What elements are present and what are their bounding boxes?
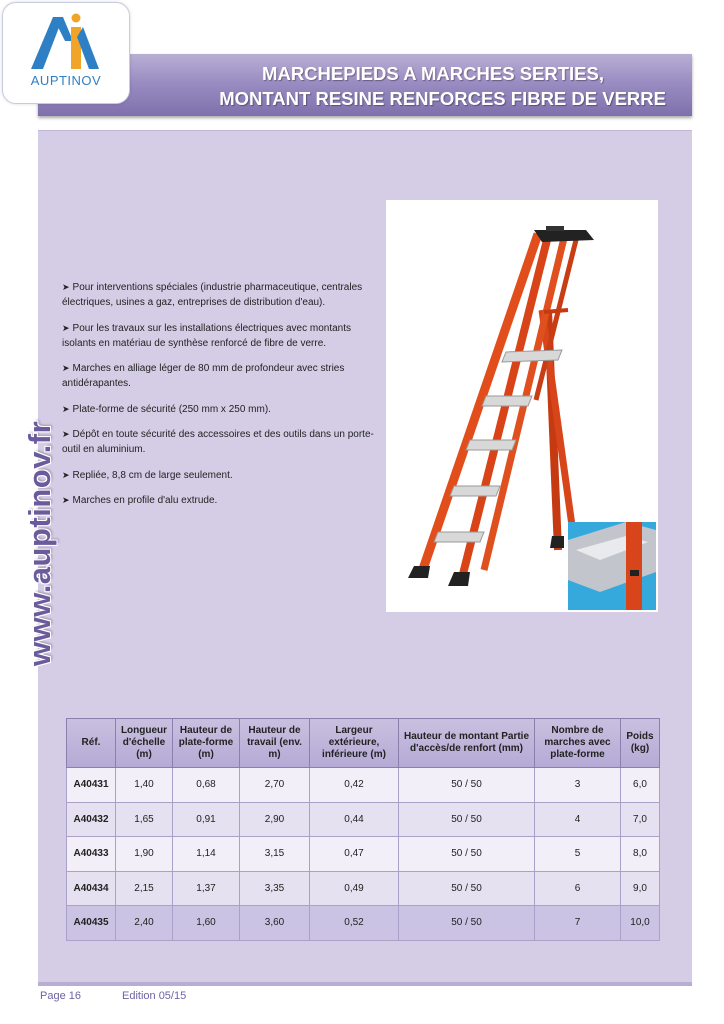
- table-cell: 6: [535, 872, 621, 907]
- table-cell: 4: [535, 803, 621, 838]
- table-header-row: [66, 718, 660, 768]
- column-header: Hauteur de travail (env. m): [240, 718, 310, 768]
- panel-bottom-border: [38, 982, 692, 986]
- table-cell: 3: [535, 768, 621, 803]
- table-row: [66, 768, 660, 803]
- website-vertical-text: www.auptinov.fr: [22, 420, 57, 666]
- title-line-2: MONTANT RESINE RENFORCES FIBRE DE VERRE: [219, 88, 666, 109]
- table-cell: 2,70: [240, 768, 310, 803]
- column-header: Poids (kg): [621, 718, 660, 768]
- arrow-bullet-icon: ➤: [62, 429, 70, 439]
- table-cell: 7,0: [621, 803, 660, 838]
- arrow-bullet-icon: ➤: [62, 469, 70, 480]
- table-cell: 8,0: [621, 837, 660, 872]
- table-cell: 7: [535, 906, 621, 941]
- table-cell: 0,91: [173, 803, 240, 838]
- specifications-table: [66, 718, 660, 941]
- feature-item: ➤ Plate-forme de sécurité (250 mm x 250 mm).: [62, 403, 271, 415]
- column-header: Largeur extérieure, inférieure (m): [310, 718, 399, 768]
- arrow-bullet-icon: ➤: [62, 282, 70, 292]
- table-cell: 6,0: [621, 768, 660, 803]
- arrow-bullet-icon: ➤: [62, 363, 70, 373]
- feature-list: [62, 280, 380, 519]
- table-cell: 1,40: [116, 768, 173, 803]
- table-cell: 5: [535, 837, 621, 872]
- table-cell: 9,0: [621, 872, 660, 907]
- table-cell: 2,15: [116, 872, 173, 907]
- product-photo: [386, 200, 658, 612]
- title-line-1: MARCHEPIEDS A MARCHES SERTIES,: [262, 63, 604, 84]
- auptinov-logo-icon: [23, 13, 109, 73]
- feature-item: ➤ Marches en profile d'alu extrude.: [62, 495, 218, 506]
- table-cell: 1,65: [116, 803, 173, 838]
- table-cell: 1,14: [173, 837, 240, 872]
- table-cell: 0,49: [310, 872, 399, 907]
- table-cell: 0,42: [310, 768, 399, 803]
- ref-cell: A40431: [66, 768, 116, 803]
- table-row: [66, 837, 660, 872]
- feature-item: ➤ Dépôt en toute sécurité des accessoires et des outils dans un porte-outil en aluminium.: [62, 429, 374, 455]
- ref-cell: A40435: [66, 906, 116, 941]
- table-cell: 50 / 50: [399, 837, 535, 872]
- table-cell: 3,15: [240, 837, 310, 872]
- table-cell: 10,0: [621, 906, 660, 941]
- table-cell: 0,68: [173, 768, 240, 803]
- table-cell: 3,60: [240, 906, 310, 941]
- stepladder-illustration: [386, 200, 658, 612]
- table-row: [66, 872, 660, 907]
- arrow-bullet-icon: ➤: [62, 403, 70, 414]
- column-header: Réf.: [66, 718, 116, 768]
- arrow-bullet-icon: ➤: [62, 495, 70, 505]
- column-header: Hauteur de plate-forme (m): [173, 718, 240, 768]
- table-cell: 1,60: [173, 906, 240, 941]
- table-cell: 1,90: [116, 837, 173, 872]
- ref-cell: A40433: [66, 837, 116, 872]
- table-cell: 50 / 50: [399, 768, 535, 803]
- table-row: [66, 803, 660, 838]
- table-cell: 2,90: [240, 803, 310, 838]
- feature-item: ➤ Pour les travaux sur les installations électriques avec montants isolants en matériau de synthèse renforcé de fibre de verre.: [62, 322, 352, 349]
- feature-item: ➤ Pour interventions spéciales (industrie pharmaceutique, centrales électriques, usines a gaz, entreprises de distribution d'eau).: [62, 282, 363, 308]
- feature-item: ➤ Repliée, 8,8 cm de large seulement.: [62, 469, 233, 481]
- ref-cell: A40432: [66, 803, 116, 838]
- arrow-bullet-icon: ➤: [62, 322, 70, 333]
- edition-label: Edition 05/15: [122, 990, 187, 1002]
- table-cell: 2,40: [116, 906, 173, 941]
- logo-text: AUPTINOV: [30, 73, 102, 88]
- column-header: Nombre de marches avec plate-forme: [535, 718, 621, 768]
- table-cell: 50 / 50: [399, 872, 535, 907]
- table-cell: 3,35: [240, 872, 310, 907]
- ref-cell: A40434: [66, 872, 116, 907]
- table-cell: 0,52: [310, 906, 399, 941]
- table-cell: 1,37: [173, 872, 240, 907]
- column-header: Hauteur de montant Partie d'accès/de renfort (mm): [399, 718, 535, 768]
- page-number: Page 16: [40, 990, 81, 1002]
- table-cell: 50 / 50: [399, 906, 535, 941]
- title-banner: [38, 54, 692, 116]
- table-cell: 50 / 50: [399, 803, 535, 838]
- company-logo: [2, 2, 130, 104]
- table-row: [66, 906, 660, 941]
- table-cell: 0,47: [310, 837, 399, 872]
- column-header: Longueur d'échelle (m): [116, 718, 173, 768]
- feature-item: ➤ Marches en alliage léger de 80 mm de profondeur avec stries antidérapantes.: [62, 363, 345, 389]
- table-cell: 0,44: [310, 803, 399, 838]
